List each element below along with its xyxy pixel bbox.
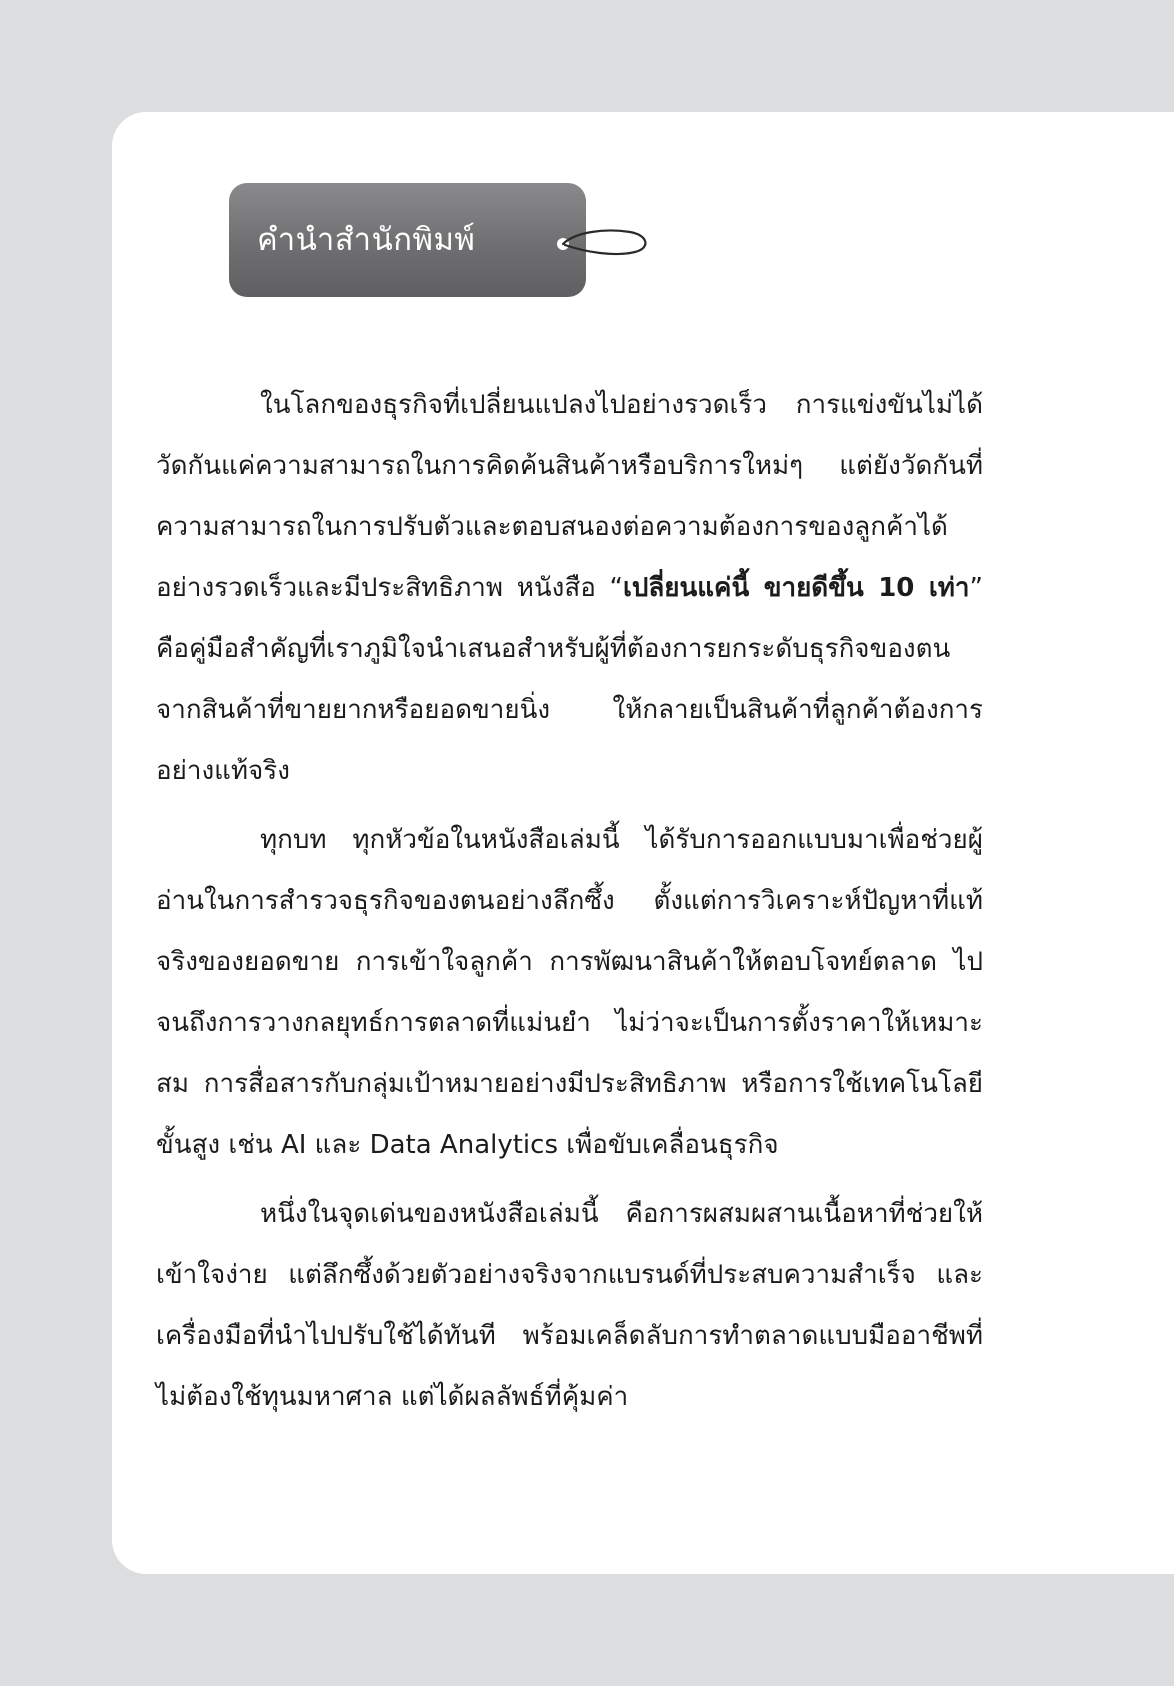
page-title: คำนำสำนักพิมพ์ [257, 222, 476, 258]
book-title: เปลี่ยนแค่นี้ ขายดีขึ้น 10 เท่า [622, 573, 970, 603]
paragraph-2: ทุกบท ทุกหัวข้อในหนังสือเล่มนี้ ได้รับการออกแบบมาเพื่อช่วยผู้อ่านในการสำรวจธุรกิจของตนอย่างลึกซึ้ง ตั้งแต่การวิเคราะห์ปัญหาที่แท้จริงของยอดขาย การเข้าใจลูกค้า การพัฒนาสินค้าให้ตอบโจทย์ตลาด ไปจนถึงการวางกลยุทธ์การตลาดที่แม่นยำ ไม่ว่าจะเป็นการตั้งราคาให้เหมาะสม การสื่อสารกับกลุ่มเป้าหมายอย่างมีประสิทธิภาพ หรือการใช้เทคโนโลยีขั้นสูง เช่น AI และ Data Analytics เพื่อขับเคลื่อนธุรกิจ [156, 825, 983, 1160]
string-loop-icon [563, 231, 645, 255]
tag-string-icon [545, 218, 655, 268]
paragraph-3: หนึ่งในจุดเด่นของหนังสือเล่มนี้ คือการผสมผสานเนื้อหาที่ช่วยให้เข้าใจง่าย แต่ลึกซึ้งด้วยตัวอย่างจริงจากแบรนด์ที่ประสบความสำเร็จ และเครื่องมือที่นำไปปรับใช้ได้ทันที พร้อมเคล็ดลับการทำตลาดแบบมืออาชีพที่ไม่ต้องใช้ทุนมหาศาล แต่ได้ผลลัพธ์ที่คุ้มค่า [156, 1199, 983, 1412]
paragraph-1-text-b: ” คือคู่มือสำคัญที่เราภูมิใจนำเสนอสำหรับผู้ที่ต้องการยกระดับธุรกิจของตนจากสินค้าที่ขายยากหรือยอดขายนิ่ง ให้กลายเป็นสินค้าที่ลูกค้าต้องการอย่างแท้จริง [156, 573, 983, 786]
title-tag [229, 183, 586, 297]
preface-body [156, 375, 983, 1436]
paragraph-1 [156, 375, 983, 802]
paragraph-1-text-a: ในโลกของธุรกิจที่เปลี่ยนแปลงไปอย่างรวดเร็ว การแข่งขันไม่ได้วัดกันแค่ความสามารถในการคิดค้นสินค้าหรือบริการใหม่ๆ แต่ยังวัดกันที่ความสามารถในการปรับตัวและตอบสนองต่อความต้องการของลูกค้าได้อย่างรวดเร็วและมีประสิทธิภาพ หนังสือ “ [156, 390, 983, 603]
